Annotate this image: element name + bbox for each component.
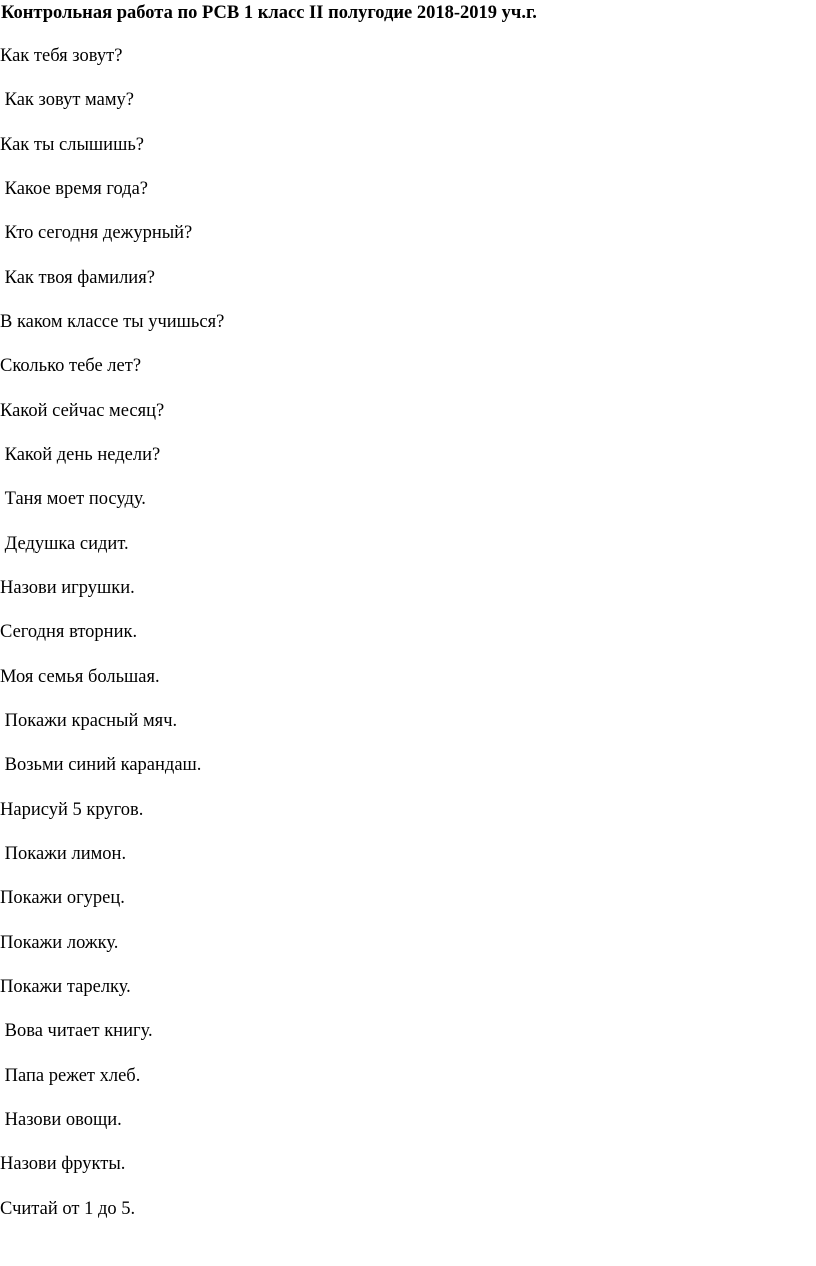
- question-line: Дедушка сидит.: [0, 533, 129, 554]
- question-line: Как твоя фамилия?: [0, 267, 155, 288]
- question-line: Возьми синий карандаш.: [0, 755, 202, 776]
- question-line: Назови фрукты.: [0, 1154, 126, 1175]
- question-line: Покажи красный мяч.: [0, 710, 178, 731]
- question-line: Покажи ложку.: [0, 932, 119, 953]
- question-line: Покажи огурец.: [0, 888, 125, 909]
- question-line: Какой сейчас месяц?: [0, 400, 165, 421]
- question-line: Вова читает книгу.: [0, 1021, 153, 1042]
- question-line: Назови игрушки.: [0, 577, 135, 598]
- question-line: Таня моет посуду.: [0, 489, 146, 510]
- question-line: Считай от 1 до 5.: [0, 1198, 136, 1219]
- question-line: Покажи лимон.: [0, 843, 127, 864]
- question-line: Моя семья большая.: [0, 666, 160, 687]
- question-line: Сегодня вторник.: [0, 622, 138, 643]
- question-line: Папа режет хлеб.: [0, 1065, 141, 1086]
- question-list: [0, 45, 224, 1242]
- document-title: Контрольная работа по РСВ 1 класс II полугодие 2018-2019 уч.г.: [1, 3, 537, 23]
- question-line: Как ты слышишь?: [0, 134, 144, 155]
- question-line: Назови овощи.: [0, 1109, 122, 1130]
- question-line: Какое время года?: [0, 178, 149, 199]
- question-line: Покажи тарелку.: [0, 976, 131, 997]
- question-line: Как зовут маму?: [0, 90, 135, 111]
- question-line: В каком классе ты учишься?: [0, 311, 225, 332]
- question-line: Кто сегодня дежурный?: [0, 223, 193, 244]
- question-line: Как тебя зовут?: [0, 46, 123, 66]
- question-line: Сколько тебе лет?: [0, 356, 142, 377]
- question-line: Какой день недели?: [0, 444, 161, 465]
- question-line: Нарисуй 5 кругов.: [0, 799, 144, 820]
